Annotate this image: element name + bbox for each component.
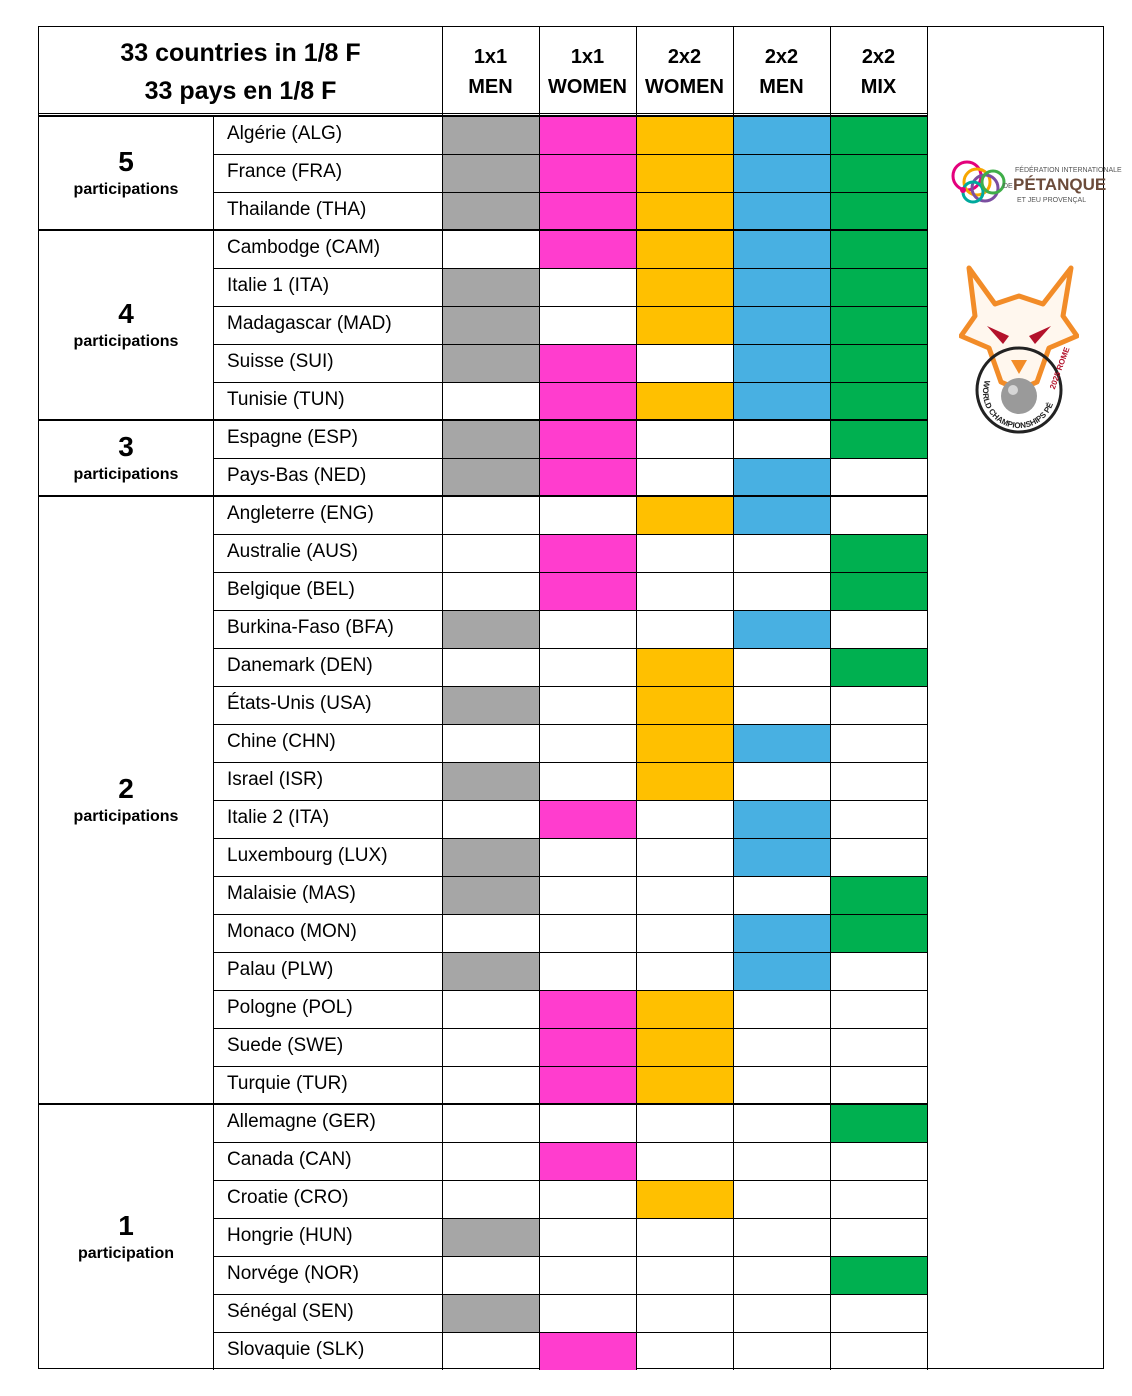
participation-cell (442, 458, 539, 496)
svg-text:ET JEU PROVENÇAL: ET JEU PROVENÇAL (1017, 197, 1087, 204)
column-header-bottom: WOMEN (548, 75, 627, 98)
country-name: France (FRA) (227, 161, 343, 182)
participation-cell (636, 648, 733, 686)
group-divider (39, 1103, 927, 1105)
world-championship-logo (959, 264, 1079, 434)
country-name: Suede (SWE) (227, 1035, 344, 1056)
participation-group (39, 496, 213, 1104)
group-count: 4 (118, 298, 134, 329)
participation-cell (830, 382, 927, 420)
group-label: participation (77, 1245, 174, 1262)
country-name: Tunisie (TUN) (227, 389, 345, 410)
participation-cell (636, 268, 733, 306)
svg-text:PÉTANQUE: PÉTANQUE (1013, 175, 1107, 194)
svg-text:FÉDÉRATION INTERNATIONALE: FÉDÉRATION INTERNATIONALE (1015, 167, 1122, 174)
participation-cell (830, 534, 927, 572)
country-name: Turquie (TUR) (227, 1073, 348, 1094)
row-divider (213, 686, 927, 687)
participation-cell (830, 192, 927, 230)
participation-cell (733, 268, 830, 306)
column-header-bottom: WOMEN (645, 75, 724, 98)
row-divider (213, 724, 927, 725)
participation-cell (539, 420, 636, 458)
column-header (733, 27, 830, 116)
participation-cell (442, 192, 539, 230)
column-divider (213, 116, 214, 1370)
country-name: Sénégal (SEN) (227, 1301, 354, 1322)
participation-group (39, 116, 213, 230)
participation-cell (636, 382, 733, 420)
country-name: Cambodge (CAM) (227, 237, 381, 258)
column-header-bottom: MIX (860, 75, 897, 98)
participation-cell (830, 1256, 927, 1294)
country-name: Algérie (ALG) (227, 123, 343, 144)
header-divider (39, 113, 927, 114)
participation-cell (733, 306, 830, 344)
participation-table (38, 26, 1122, 1369)
participation-cell (442, 686, 539, 724)
participation-cell (733, 914, 830, 952)
participation-cell (830, 154, 927, 192)
country-name: Malaisie (MAS) (227, 883, 356, 904)
country-name: Monaco (MON) (227, 921, 357, 942)
row-divider (213, 1180, 927, 1181)
participation-cell (636, 496, 733, 534)
column-divider (733, 27, 734, 1370)
row-divider (213, 648, 927, 649)
row-divider (213, 192, 927, 193)
row-divider (213, 1332, 927, 1333)
group-divider (39, 495, 927, 497)
participation-cell (442, 838, 539, 876)
participation-cell (830, 230, 927, 268)
participation-cell (539, 154, 636, 192)
country-name: Italie 1 (ITA) (227, 275, 330, 296)
participation-cell (636, 724, 733, 762)
participation-cell (539, 382, 636, 420)
participation-cell (733, 496, 830, 534)
row-divider (213, 1142, 927, 1143)
column-header-top: 2x2 (861, 45, 896, 68)
participation-cell (733, 230, 830, 268)
participation-cell (636, 230, 733, 268)
participation-group (39, 1104, 213, 1370)
participation-cell (636, 1028, 733, 1066)
country-name: Norvége (NOR) (227, 1263, 359, 1284)
participation-cell (830, 572, 927, 610)
participation-cell (733, 382, 830, 420)
participation-cell (733, 154, 830, 192)
group-label: participations (73, 808, 179, 825)
participation-cell (830, 116, 927, 154)
group-label: participations (73, 181, 179, 198)
row-divider (213, 952, 927, 953)
participation-cell (733, 344, 830, 382)
participation-cell (830, 648, 927, 686)
title-line-2: 33 pays en 1/8 F (144, 76, 337, 105)
country-name: Pays-Bas (NED) (227, 465, 367, 486)
participation-cell (733, 458, 830, 496)
country-name: Palau (PLW) (227, 959, 334, 980)
participation-cell (442, 154, 539, 192)
participation-cell (830, 344, 927, 382)
participation-cell (539, 990, 636, 1028)
participation-cell (442, 116, 539, 154)
participation-cell (733, 192, 830, 230)
column-divider (442, 27, 443, 1370)
column-header-top: 1x1 (473, 45, 508, 68)
row-divider (213, 1256, 927, 1257)
participation-cell (539, 534, 636, 572)
column-header (442, 27, 539, 116)
participation-group (39, 230, 213, 420)
row-divider (213, 382, 927, 383)
row-divider (213, 268, 927, 269)
participation-cell (442, 952, 539, 990)
row-divider (213, 458, 927, 459)
row-divider (213, 1028, 927, 1029)
group-divider (39, 115, 927, 117)
country-name: Belgique (BEL) (227, 579, 355, 600)
participation-cell (442, 762, 539, 800)
column-header-bottom: MEN (759, 75, 804, 98)
column-header-top: 2x2 (667, 45, 702, 68)
participation-cell (539, 230, 636, 268)
country-name: Danemark (DEN) (227, 655, 373, 676)
group-count: 3 (118, 431, 134, 462)
country-name: Pologne (POL) (227, 997, 353, 1018)
participation-cell (539, 1142, 636, 1180)
country-name: Espagne (ESP) (227, 427, 358, 448)
participation-cell (539, 572, 636, 610)
country-name: Allemagne (GER) (227, 1111, 376, 1132)
participation-cell (830, 420, 927, 458)
column-header-top: 2x2 (764, 45, 799, 68)
participation-cell (442, 876, 539, 914)
group-count: 2 (118, 773, 134, 804)
column-header-top: 1x1 (570, 45, 605, 68)
svg-text:DE: DE (1003, 183, 1013, 190)
row-divider (213, 1294, 927, 1295)
row-divider (213, 534, 927, 535)
row-divider (213, 876, 927, 877)
participation-cell (539, 344, 636, 382)
participation-cell (442, 1294, 539, 1332)
participation-cell (442, 268, 539, 306)
country-name: Burkina-Faso (BFA) (227, 617, 394, 638)
country-name: Chine (CHN) (227, 731, 336, 752)
group-label: participations (73, 333, 179, 350)
participation-cell (636, 1066, 733, 1104)
group-divider (39, 229, 927, 231)
participation-cell (539, 800, 636, 838)
group-count: 1 (118, 1210, 134, 1241)
participation-cell (733, 610, 830, 648)
row-divider (213, 800, 927, 801)
country-name: Luxembourg (LUX) (227, 845, 388, 866)
participation-cell (442, 306, 539, 344)
participation-cell (636, 192, 733, 230)
participation-cell (539, 1332, 636, 1370)
country-name: Madagascar (MAD) (227, 313, 392, 334)
country-name: Italie 2 (ITA) (227, 807, 330, 828)
participation-cell (442, 344, 539, 382)
country-name: Hongrie (HUN) (227, 1225, 353, 1246)
group-count: 5 (118, 146, 134, 177)
country-name: Croatie (CRO) (227, 1187, 349, 1208)
participation-cell (830, 268, 927, 306)
country-name: Slovaquie (SLK) (227, 1339, 365, 1360)
row-divider (213, 154, 927, 155)
participation-cell (442, 610, 539, 648)
participation-cell (539, 192, 636, 230)
participation-cell (539, 1028, 636, 1066)
group-label: participations (73, 466, 179, 483)
participation-cell (733, 952, 830, 990)
participation-cell (636, 762, 733, 800)
column-divider (636, 27, 637, 1370)
participation-cell (733, 800, 830, 838)
participation-cell (733, 724, 830, 762)
column-header-bottom: MEN (468, 75, 513, 98)
fipjp-logo (947, 152, 1122, 216)
participation-cell (539, 116, 636, 154)
participation-cell (636, 306, 733, 344)
participation-cell (733, 116, 830, 154)
svg-text:WORLD CHAMPIONSHIPS PÉTANQUE: WORLD CHAMPIONSHIPS PÉ (980, 379, 1055, 431)
participation-cell (539, 458, 636, 496)
row-divider (213, 990, 927, 991)
row-divider (213, 762, 927, 763)
column-header (539, 27, 636, 116)
svg-text:2025 ROME: 2025 ROME (1048, 345, 1072, 391)
participation-cell (830, 876, 927, 914)
participation-cell (442, 1218, 539, 1256)
row-divider (213, 838, 927, 839)
participation-group (39, 420, 213, 496)
country-name: États-Unis (USA) (227, 693, 372, 714)
participation-cell (636, 116, 733, 154)
table-title (39, 27, 442, 116)
column-divider (927, 27, 928, 1370)
participation-cell (830, 914, 927, 952)
row-divider (213, 306, 927, 307)
participation-cell (636, 154, 733, 192)
row-divider (213, 610, 927, 611)
title-line-1: 33 countries in 1/8 F (120, 38, 361, 67)
participation-cell (733, 838, 830, 876)
column-divider (539, 27, 540, 1370)
column-header (636, 27, 733, 116)
participation-cell (539, 1066, 636, 1104)
participation-cell (636, 686, 733, 724)
country-name: Thailande (THA) (227, 199, 367, 220)
country-name: Suisse (SUI) (227, 351, 334, 372)
participation-cell (830, 306, 927, 344)
row-divider (213, 914, 927, 915)
country-name: Angleterre (ENG) (227, 503, 374, 524)
column-header (830, 27, 927, 116)
column-divider (830, 27, 831, 1370)
row-divider (213, 344, 927, 345)
country-name: Israel (ISR) (227, 769, 324, 790)
participation-cell (636, 990, 733, 1028)
country-name: Australie (AUS) (227, 541, 358, 562)
row-divider (213, 1066, 927, 1067)
participation-cell (636, 1180, 733, 1218)
group-divider (39, 419, 927, 421)
country-name: Canada (CAN) (227, 1149, 352, 1170)
participation-cell (830, 1104, 927, 1142)
participation-cell (442, 420, 539, 458)
row-divider (213, 1218, 927, 1219)
row-divider (213, 572, 927, 573)
